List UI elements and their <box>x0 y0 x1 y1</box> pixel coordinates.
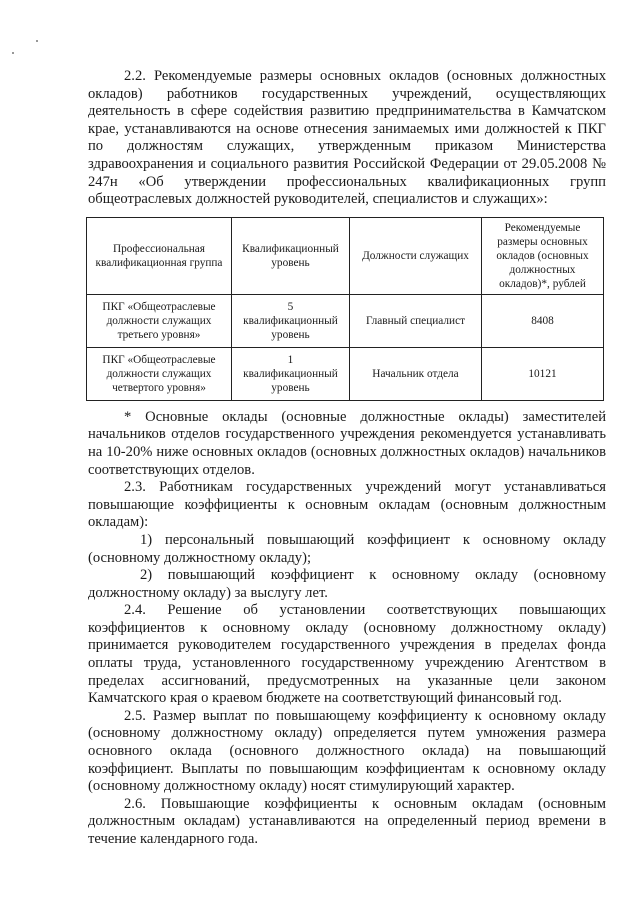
section-2-3: 2.3. Работникам государственных учреждений могут устанавливаться повышающие коэффициенты к основным окладам (основным должностным окладам): <box>88 479 606 531</box>
section-2-4: 2.4. Решение об установлении соответствующих повышающих коэффициентов к основному окладу (основному должностному окладу) принимается руководителем государственного учреждения в пределах фонда оплаты труда, установленного государственному учреждению Агентством в пределах ассигнований, предусмотренных на указанные цели законом Камчатского края о краевом бюджете на соответствующий финансовый год. <box>88 602 606 707</box>
level-text: квалификационный уровень <box>243 367 338 394</box>
salary-cell: 10121 <box>482 347 604 400</box>
table-header-row <box>87 217 604 294</box>
header-cell: Рекомендуемые размеры основных окладов (основных должностных окладов)*, рублей <box>482 217 604 294</box>
header-cell: Должности служащих <box>350 217 482 294</box>
section-2-2: 2.2. Рекомендуемые размеры основных окладов (основных должностных окладов) работников государственных учреждений, осуществляющих деятельность в сфере содействия развитию предпринимательства в Камчатском крае, устанавливаются на основе отнесения занимаемых ими должностей к ПКГ по должностям служащих, утвержденным приказом Министерства здравоохранения и социального развития Российской Федерации от 29.05.2008 № 247н «Об утверждении профессиональных квалификационных групп общеотраслевых должностей руководителей, специалистов и служащих»: <box>88 68 606 208</box>
level-cell <box>232 347 350 400</box>
scan-speck <box>36 40 38 42</box>
level-number: 5 <box>287 300 294 313</box>
footnote: * Основные оклады (основные должностные оклады) заместителей начальников отделов государственного учреждения рекомендуется устанавливать на 10-20% ниже основных окладов (основных должностных окладов) начальников соответствующих отделов. <box>88 408 606 478</box>
group-cell: ПКГ «Общеотраслевые должности служащих четвертого уровня» <box>87 347 232 400</box>
position-cell: Начальник отдела <box>350 347 482 400</box>
level-text: квалификационный уровень <box>243 314 338 341</box>
list-item-2: 2) повышающий коэффициент к основному окладу (основному должностному окладу) за выслугу лет. <box>88 567 606 601</box>
header-cell: Квалификационный уровень <box>232 217 350 294</box>
list-item-1: 1) персональный повышающий коэффициент к основному окладу (основному должностному окладу); <box>88 531 606 566</box>
level-cell <box>232 294 350 347</box>
header-cell: Профессиональная квалификационная группа <box>87 217 232 294</box>
salary-table <box>86 217 604 401</box>
salary-cell: 8408 <box>482 294 604 347</box>
level-number: 1 <box>287 353 294 366</box>
table-row <box>87 347 604 400</box>
position-cell: Главный специалист <box>350 294 482 347</box>
document-page <box>88 68 606 849</box>
scan-speck <box>12 52 14 54</box>
section-2-6: 2.6. Повышающие коэффициенты к основным окладам (основным должностным окладам) устанавливаются на определенный период времени в течение календарного года. <box>88 795 606 847</box>
group-cell: ПКГ «Общеотраслевые должности служащих третьего уровня» <box>87 294 232 347</box>
section-2-5: 2.5. Размер выплат по повышающему коэффициенту к основному окладу (основному должностному окладу) определяется путем умножения размера основного оклада (основного должностного оклада) на повышающий коэффициент. Выплаты по повышающим коэффициентам к основному окладу (основному должностному окладу) носят стимулирующий характер. <box>88 707 606 795</box>
table-row <box>87 294 604 347</box>
